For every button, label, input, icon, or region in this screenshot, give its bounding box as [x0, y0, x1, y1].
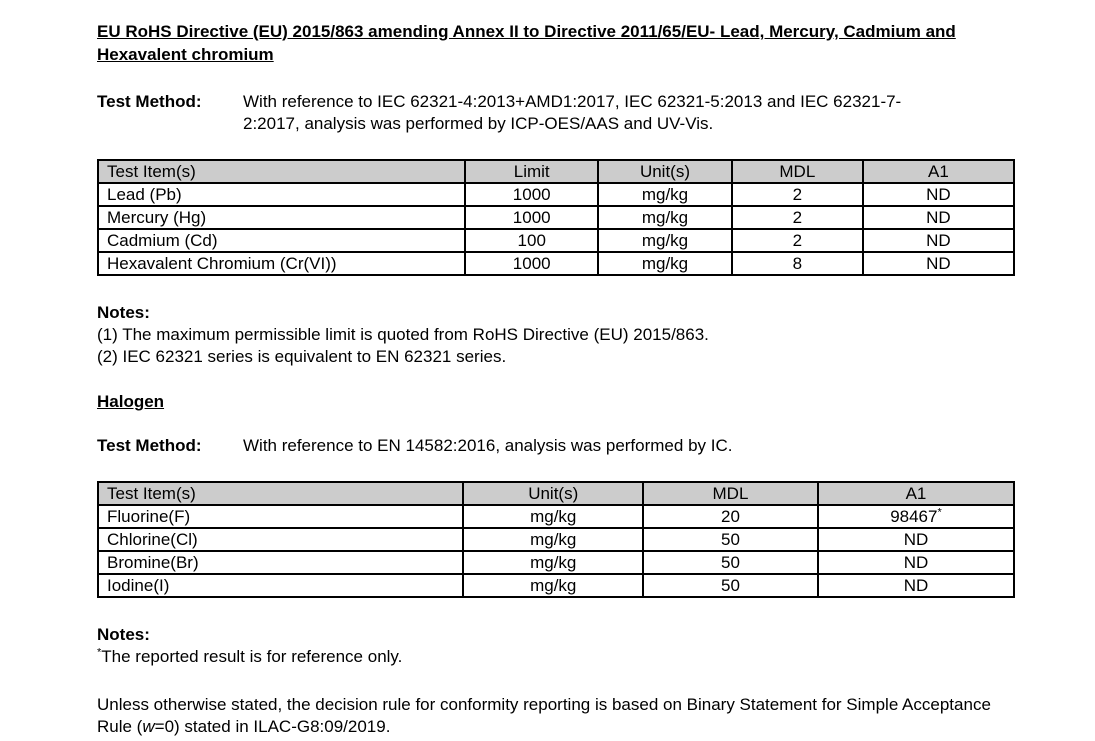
- table-cell: ND: [818, 574, 1014, 597]
- table-cell: 20: [643, 505, 818, 528]
- table-cell: ND: [863, 229, 1014, 252]
- table-cell: 50: [643, 528, 818, 551]
- table-cell: 2: [732, 229, 863, 252]
- rohs-notes: [97, 302, 1015, 368]
- table-row: [98, 206, 1014, 229]
- column-header: Unit(s): [598, 160, 732, 183]
- table-cell: 1000: [465, 206, 598, 229]
- column-header: A1: [863, 160, 1014, 183]
- note-line: (2) IEC 62321 series is equivalent to EN 62321 series.: [97, 347, 507, 366]
- table-cell: ND: [863, 183, 1014, 206]
- table-cell: mg/kg: [463, 528, 643, 551]
- table-cell: mg/kg: [598, 229, 732, 252]
- table-cell: ND: [863, 206, 1014, 229]
- table-cell: ND: [818, 528, 1014, 551]
- test-method-text: With reference to EN 14582:2016, analysis was performed by IC.: [243, 436, 733, 455]
- rohs-results-table: [97, 159, 1015, 276]
- notes-list: [97, 646, 1015, 668]
- table-row: [98, 574, 1014, 597]
- table-row: [98, 229, 1014, 252]
- table-cell: Iodine(I): [98, 574, 463, 597]
- column-header: Limit: [465, 160, 598, 183]
- table-row: [98, 528, 1014, 551]
- test-method-label: Test Method:: [97, 92, 202, 111]
- note-line: (1) The maximum permissible limit is quoted from RoHS Directive (EU) 2015/863.: [97, 325, 709, 344]
- table-cell: ND: [818, 551, 1014, 574]
- table-header-row: [98, 160, 1014, 183]
- table-cell: Cadmium (Cd): [98, 229, 465, 252]
- halogen-section-heading: Halogen: [97, 392, 165, 411]
- table-cell: 2: [732, 183, 863, 206]
- table-cell: 8: [732, 252, 863, 275]
- table-row: [98, 505, 1014, 528]
- table-cell: 100: [465, 229, 598, 252]
- table-row: [98, 252, 1014, 275]
- note-line: *The reported result is for reference only.: [97, 646, 403, 666]
- column-header: Test Item(s): [98, 160, 465, 183]
- text-span: w: [142, 717, 155, 736]
- decision-rule-paragraph: [97, 694, 1007, 738]
- table-cell: 1000: [465, 183, 598, 206]
- table-cell: 2: [732, 206, 863, 229]
- table-cell: 50: [643, 551, 818, 574]
- column-header: Unit(s): [463, 482, 643, 505]
- table-cell: ND: [863, 252, 1014, 275]
- page-content: [97, 20, 1015, 738]
- notes-list: [97, 324, 1015, 368]
- column-header: Test Item(s): [98, 482, 463, 505]
- text-span: Unless otherwise stated, the decision rule for conformity reporting is based on Binary Statement for Simple Acceptance Rule (: [97, 695, 991, 736]
- table-cell: 1000: [465, 252, 598, 275]
- table-row: [98, 183, 1014, 206]
- table-cell: Fluorine(F): [98, 505, 463, 528]
- table-cell: mg/kg: [463, 551, 643, 574]
- table-cell: mg/kg: [598, 252, 732, 275]
- text-span: =0) stated in ILAC-G8:09/2019.: [154, 717, 391, 736]
- table-cell: Chlorine(Cl): [98, 528, 463, 551]
- rohs-test-method: [97, 91, 1015, 135]
- table-cell: Hexavalent Chromium (Cr(VI)): [98, 252, 465, 275]
- table-cell: Bromine(Br): [98, 551, 463, 574]
- table-cell: 98467*: [818, 505, 1014, 528]
- table-cell: mg/kg: [463, 574, 643, 597]
- table-row: [98, 551, 1014, 574]
- column-header: A1: [818, 482, 1014, 505]
- halogen-results-table: [97, 481, 1015, 598]
- table-cell: Mercury (Hg): [98, 206, 465, 229]
- table-cell: mg/kg: [463, 505, 643, 528]
- table-cell: 50: [643, 574, 818, 597]
- halogen-notes: [97, 624, 1015, 668]
- test-method-text: With reference to IEC 62321-4:2013+AMD1:2017, IEC 62321-5:2013 and IEC 62321-7-2:2017, analysis was performed by ICP-OES/AAS and UV-Vis.: [243, 92, 902, 133]
- column-header: MDL: [643, 482, 818, 505]
- rohs-section-heading: EU RoHS Directive (EU) 2015/863 amending Annex II to Directive 2011/65/EU- Lead, Mercury, Cadmium and Hexavalent chromium: [97, 22, 956, 64]
- notes-title: Notes:: [97, 625, 150, 644]
- halogen-test-method: [97, 435, 1015, 457]
- table-cell: mg/kg: [598, 183, 732, 206]
- column-header: MDL: [732, 160, 863, 183]
- table-cell: Lead (Pb): [98, 183, 465, 206]
- test-method-label: Test Method:: [97, 436, 202, 455]
- notes-title: Notes:: [97, 303, 150, 322]
- table-cell: mg/kg: [598, 206, 732, 229]
- table-header-row: [98, 482, 1014, 505]
